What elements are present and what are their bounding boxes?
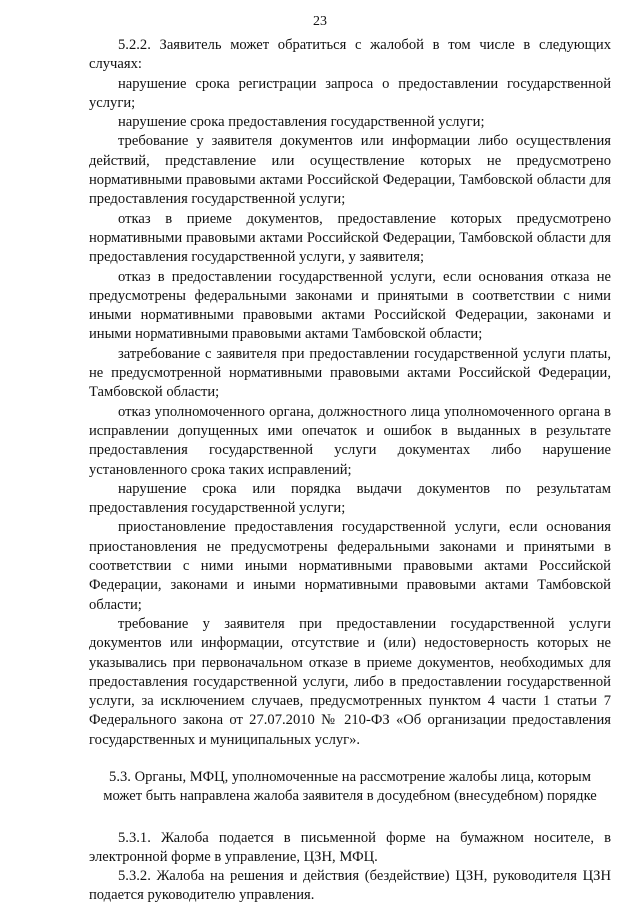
page-number: 23: [313, 14, 327, 29]
section-5-3-heading: 5.3. Органы, МФЦ, уполномоченные на рассмотрение жалобы лица, которым может быть направлена жалоба заявителя в досудебном (внесудебном) порядке: [103, 768, 597, 805]
section-5-3-1: 5.3.1. Жалоба подается в письменной форме на бумажном носителе, в электронной форме в управление, ЦЗН, МФЦ.: [89, 829, 611, 865]
complaint-case-10: требование у заявителя при предоставлении государственной услуги документов или информации, отсутствие и (или) недостоверность которых не указывались при первоначальном отказе в приеме документов, необходимых для предоставления государственной услуги, либо в предоставлении государственной услуги, за исключением случаев, предусмотренных пунктом 4 части 1 статьи 7 Федерального закона от 27.07.2010 № 210-ФЗ «Об организации предоставления государственных и муниципальных услуг».: [89, 615, 611, 748]
complaint-case-8: нарушение срока или порядка выдачи документов по результатам предоставления государственной услуги;: [89, 480, 611, 517]
complaint-case-3: требование у заявителя документов или информации либо осуществления действий, представление или осуществление которых не предусмотрено нормативными правовыми актами Российской Федерации, Тамбовской области для предоставления государственной услуги;: [89, 133, 611, 208]
complaint-case-9: приостановление предоставления государственной услуги, если основания приостановления не предусмотрены федеральными законами и принятыми в соответствии с ними иными нормативными правовыми актами Российской Федерации, законами и иными нормативными правовыми актами Тамбовской области;: [89, 519, 611, 613]
complaint-case-7: отказ уполномоченного органа, должностного лица уполномоченного органа в исправлении допущенных ими опечаток и ошибок в выданных в результате предоставления государственной услуги документах либо нарушение установленного срока таких исправлений;: [89, 403, 611, 478]
complaint-case-4: отказ в приеме документов, предоставление которых предусмотрено нормативными правовыми актами Российской Федерации, Тамбовской области для предоставления государственной услуги, у заявителя;: [89, 210, 611, 266]
complaint-case-5: отказ в предоставлении государственной услуги, если основания отказа не предусмотрены федеральными законами и принятыми в соответствии с ними иными нормативными правовыми актами Российской Федерации, законами и иными нормативными правовыми актами Тамбовской области;: [89, 268, 611, 343]
section-5-3-2: 5.3.2. Жалоба на решения и действия (бездействие) ЦЗН, руководителя ЦЗН подается руководителю управления.: [89, 868, 611, 904]
complaint-case-1: нарушение срока регистрации запроса о предоставлении государственной услуги;: [89, 75, 611, 111]
complaint-case-2: нарушение срока предоставления государственной услуги;: [118, 114, 485, 131]
section-5-2-2-intro: 5.2.2. Заявитель может обратиться с жалобой в том числе в следующих случаях:: [89, 37, 611, 73]
document-body: [89, 36, 611, 906]
complaint-case-6: затребование с заявителя при предоставлении государственной услуги платы, не предусмотренной нормативными правовыми актами Российской Федерации, Тамбовской области;: [89, 345, 611, 401]
